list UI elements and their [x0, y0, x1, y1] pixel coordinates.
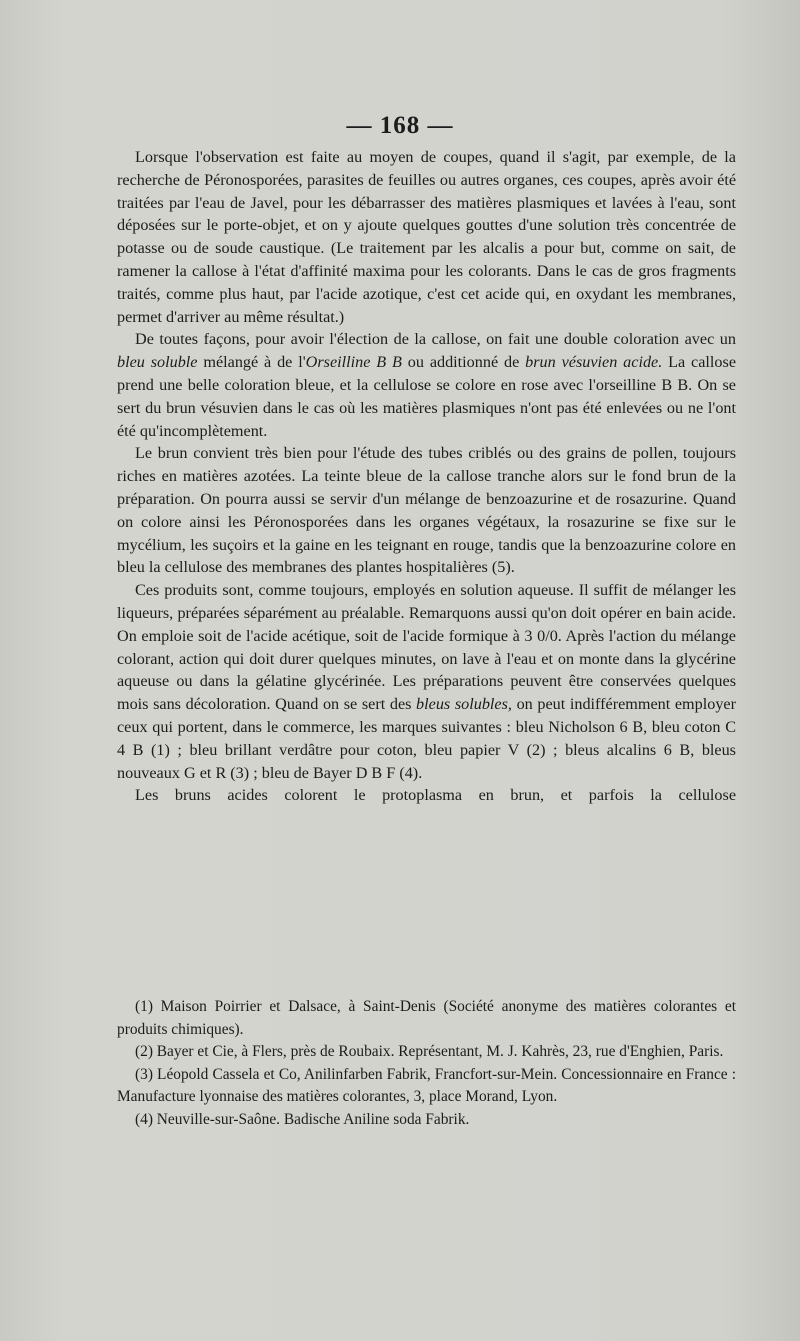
text-segment: mélangé à de l' — [197, 353, 306, 372]
text-segment: Le brun convient très bien pour l'étude des tubes criblés ou des grains de pollen, toujours riches en matières azotées. La teinte bleue de la callose tranche alors sur le fond brun de la préparation. On pourra aussi se servir d'un mélange de benzoazurine et de rosazurine. Quand on colore ainsi les Péronosporées dans les organes végétaux, la rosazurine se fixe sur le mycélium, les suçoirs et la gaine en les teignant en rouge, tandis que la benzoazurine colore en bleu la cellulose des membranes des plantes hospitalières (5). — [117, 444, 736, 577]
italic-term: brun vésuvien acide. — [525, 353, 663, 372]
text-segment: La callose prend une belle coloration bleue, et la cellulose se colore en rose avec l'orseilline B B. On se sert du brun vésuvien dans le cas où les matières plasmiques n'ont pas été enlevées ou ne l'ont été qu'incomplètement. — [117, 353, 736, 440]
footnote: (2) Bayer et Cie, à Flers, près de Roubaix. Représentant, M. J. Kahrès, 23, rue d'Enghien, Paris. — [135, 1043, 724, 1061]
text-segment: on peut indifféremment employer ceux qui portent, dans le commerce, les marques suivantes : bleu Nicholson 6 B, bleu coton C 4 B (1) ; bleu brillant verdâtre pour coton, bleu papier V (2) ; bleus alcalins 6 B, bleus nouveaux G et R (3) ; bleu de Bayer D B F (4). — [117, 695, 737, 782]
text-segment: Ces produits sont, comme toujours, employés en solution aqueuse. Il suffit de mélanger les liqueurs, préparées séparément au préalable. Remarquons aussi qu'on doit opérer en bain acide. On emploie soit de l'acide acétique, soit de l'acide formique à 3 0/0. Après l'action du mélange colorant, action qui doit durer quelques minutes, on lave à l'eau et on monte dans la glycérine aqueuse ou dans la gélatine glycérinée. Les préparations peuvent être conservées quelques mois sans décoloration. Quand on se sert des — [117, 581, 736, 714]
text-segment: De toutes façons, pour avoir l'élection de la callose, on fait une double coloration avec un — [135, 330, 736, 349]
paragraph — [117, 579, 736, 784]
footnote: (1) Maison Poirrier et Dalsace, à Saint-Denis (Société anonyme des matières colorantes et produits chimiques). — [117, 998, 736, 1038]
page-number: — 168 — — [346, 112, 454, 139]
paragraph — [117, 442, 736, 579]
paragraph — [117, 146, 736, 328]
body-text — [117, 146, 736, 807]
italic-term: Orseilline B B — [305, 353, 402, 372]
italic-term: bleu soluble — [117, 353, 198, 372]
text-segment: Les bruns acides colorent le protoplasma en brun, et parfois la cellulose — [135, 786, 736, 805]
italic-term: bleus solubles, — [416, 695, 512, 714]
text-segment: ou additionné de — [401, 353, 526, 372]
footnotes — [117, 996, 736, 1132]
text-segment: Lorsque l'observation est faite au moyen de coupes, quand il s'agit, par exemple, de la recherche de Péronosporées, parasites de feuilles ou autres organes, ces coupes, après avoir été traitées par l'eau de Javel, pour les débarrasser des matières plasmiques et lavées à l'eau, sont déposées sur le porte-objet, et on y ajoute quelques gouttes d'une solution très concentrée de potasse ou de soude caustique. (Le traitement par les alcalis a pour but, comme on sait, de ramener la callose à l'état d'affinité maxima pour les colorants. Dans le cas de gros fragments traités, comme plus haut, par l'acide azotique, c'est cet acide qui, en oxydant les membranes, permet d'arriver au même résultat.) — [117, 148, 736, 326]
footnote: (4) Neuville-sur-Saône. Badische Aniline soda Fabrik. — [135, 1110, 470, 1128]
paragraph — [117, 784, 736, 807]
paragraph — [117, 328, 736, 442]
footnote: (3) Léopold Cassela et Co, Anilinfarben Fabrik, Francfort-sur-Mein. Concessionnaire en France : Manufacture lyonnaise des matières colorantes, 3, place Morand, Lyon. — [117, 1065, 736, 1106]
